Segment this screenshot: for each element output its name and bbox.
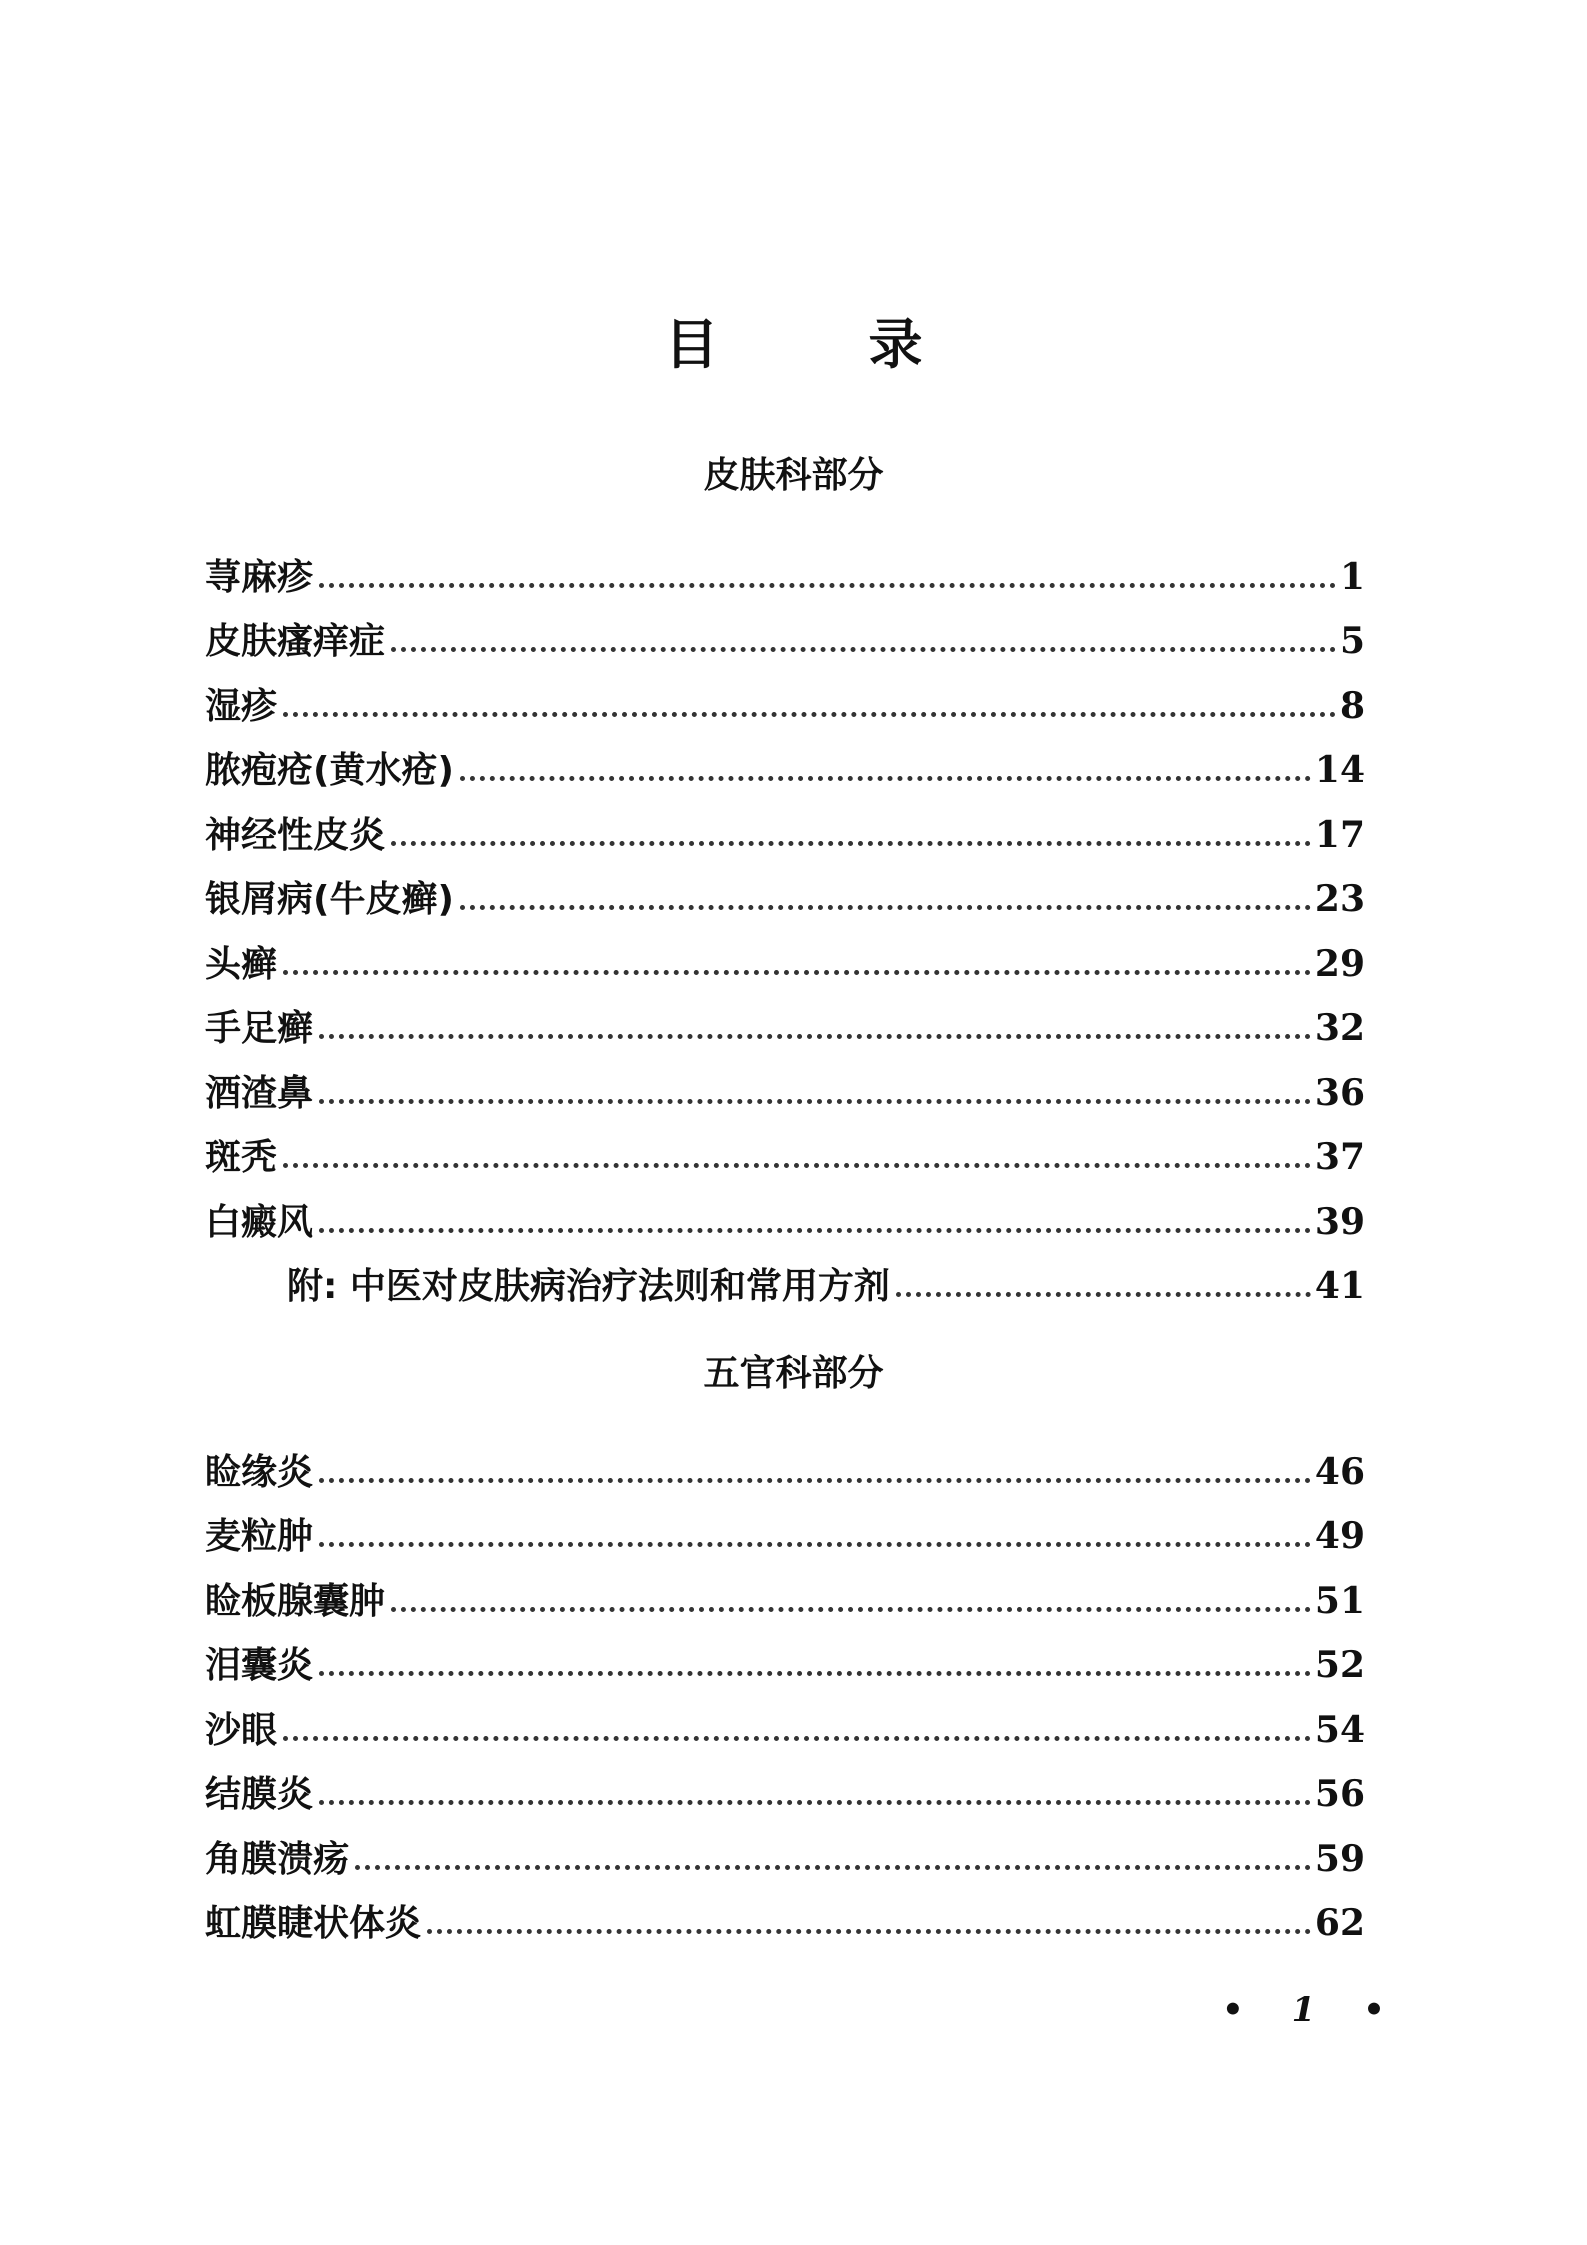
toc-entry[interactable] [205,1688,1365,1753]
toc-entry-page: 1 [1339,555,1365,598]
toc-entry-page: 32 [1314,1007,1365,1049]
toc-entry-page: 41 [1314,1265,1365,1307]
dot-leader [391,1607,1311,1612]
toc-entry-title: 结膜炎 [205,1774,314,1815]
dot-leader [391,647,1336,652]
toc-entry-title: 神经性皮炎 [205,814,386,856]
toc-entry[interactable] [205,1180,1365,1245]
toc-entry-page: 46 [1314,1450,1365,1493]
toc-list-dermatology [205,535,1365,1309]
dot-leader [283,1163,1311,1168]
toc-entry-page: 62 [1314,1902,1365,1944]
dot-leader [896,1292,1311,1297]
toc-entry-title: 白癜风 [205,1201,314,1243]
toc-entry[interactable] [205,987,1365,1052]
section-title-dermatology: 皮肤科部分 [703,455,884,496]
dot-leader [319,1034,1311,1039]
toc-entry-page: 23 [1314,878,1365,920]
toc-entry-page: 37 [1314,1136,1365,1178]
toc-entry-title: 泪囊炎 [205,1645,314,1686]
section-title-ent-ophthalmology: 五官科部分 [703,1353,884,1394]
dot-leader [283,712,1336,717]
toc-entry-page: 14 [1314,749,1365,791]
toc-entry-title: 麦粒肿 [205,1516,314,1557]
toc-entry[interactable] [205,600,1365,665]
dot-leader [460,905,1311,910]
toc-entry[interactable] [205,858,1365,923]
dot-leader [319,583,1336,588]
toc-entry-title: 湿疹 [205,685,278,727]
toc-entry[interactable] [205,1051,1365,1116]
toc-entry-title: 脓疱疮(黄水疮) [205,750,454,791]
dot-leader [319,1228,1311,1233]
toc-entry-page: 51 [1314,1579,1365,1622]
dot-leader [460,776,1311,781]
toc-entry-title: 附: 中医对皮肤病治疗法则和常用方剂 [287,1266,890,1307]
toc-entry-title: 银屑病(牛皮癣) [205,879,454,920]
toc-entry-page: 36 [1314,1071,1365,1114]
dot-leader [319,1542,1311,1547]
toc-entry-appendix[interactable] [205,1245,1365,1310]
dot-leader [283,970,1311,975]
page-title-char-1: 目 [664,313,719,376]
dot-leader [319,1671,1311,1676]
toc-entry-title: 沙眼 [205,1709,278,1751]
dot-leader [355,1865,1311,1870]
toc-entry-page: 39 [1314,1200,1365,1243]
toc-entry-page: 59 [1314,1837,1365,1880]
toc-entry[interactable] [205,664,1365,729]
dot-leader [283,1736,1311,1741]
dot-leader [319,1800,1311,1805]
toc-entry[interactable] [205,1753,1365,1818]
toc-entry-title: 酒渣鼻 [205,1072,314,1114]
toc-entry-page: 52 [1314,1644,1365,1686]
dot-leader [391,841,1311,846]
page-title [0,313,1587,376]
toc-entry-page: 29 [1314,942,1365,985]
toc-entry-title: 睑板腺囊肿 [205,1580,386,1622]
toc-list-ent-ophthalmology [205,1430,1365,1946]
toc-entry[interactable] [205,1624,1365,1689]
toc-entry-title: 斑秃 [205,1137,278,1178]
toc-entry[interactable] [205,535,1365,600]
toc-entry[interactable] [205,793,1365,858]
toc-entry[interactable] [205,922,1365,987]
toc-entry[interactable] [205,1430,1365,1495]
toc-entry-title: 荨麻疹 [205,556,314,598]
page-title-char-2: 录 [868,313,923,376]
toc-entry[interactable] [205,1559,1365,1624]
dot-leader [319,1478,1311,1483]
toc-entry[interactable] [205,1495,1365,1560]
toc-entry-page: 17 [1314,813,1365,856]
toc-entry[interactable] [205,1882,1365,1947]
toc-entry-page: 49 [1314,1515,1365,1557]
dot-leader [319,1099,1311,1104]
toc-entry[interactable] [205,1116,1365,1181]
toc-entry-page: 5 [1339,620,1365,662]
toc-entry[interactable] [205,1817,1365,1882]
toc-entry-page: 8 [1339,684,1365,727]
toc-entry-title: 手足癣 [205,1008,314,1049]
toc-entry-title: 睑缘炎 [205,1451,314,1493]
toc-entry[interactable] [205,729,1365,794]
toc-entry-page: 54 [1314,1708,1365,1751]
toc-entry-title: 皮肤瘙痒症 [205,621,386,662]
toc-entry-title: 头癣 [205,943,278,985]
dot-leader [427,1929,1311,1934]
toc-entry-title: 虹膜睫状体炎 [205,1903,422,1944]
page-number: • 1 • [1222,1990,1403,2030]
toc-entry-title: 角膜溃疡 [205,1838,350,1880]
toc-entry-page: 56 [1314,1773,1365,1815]
